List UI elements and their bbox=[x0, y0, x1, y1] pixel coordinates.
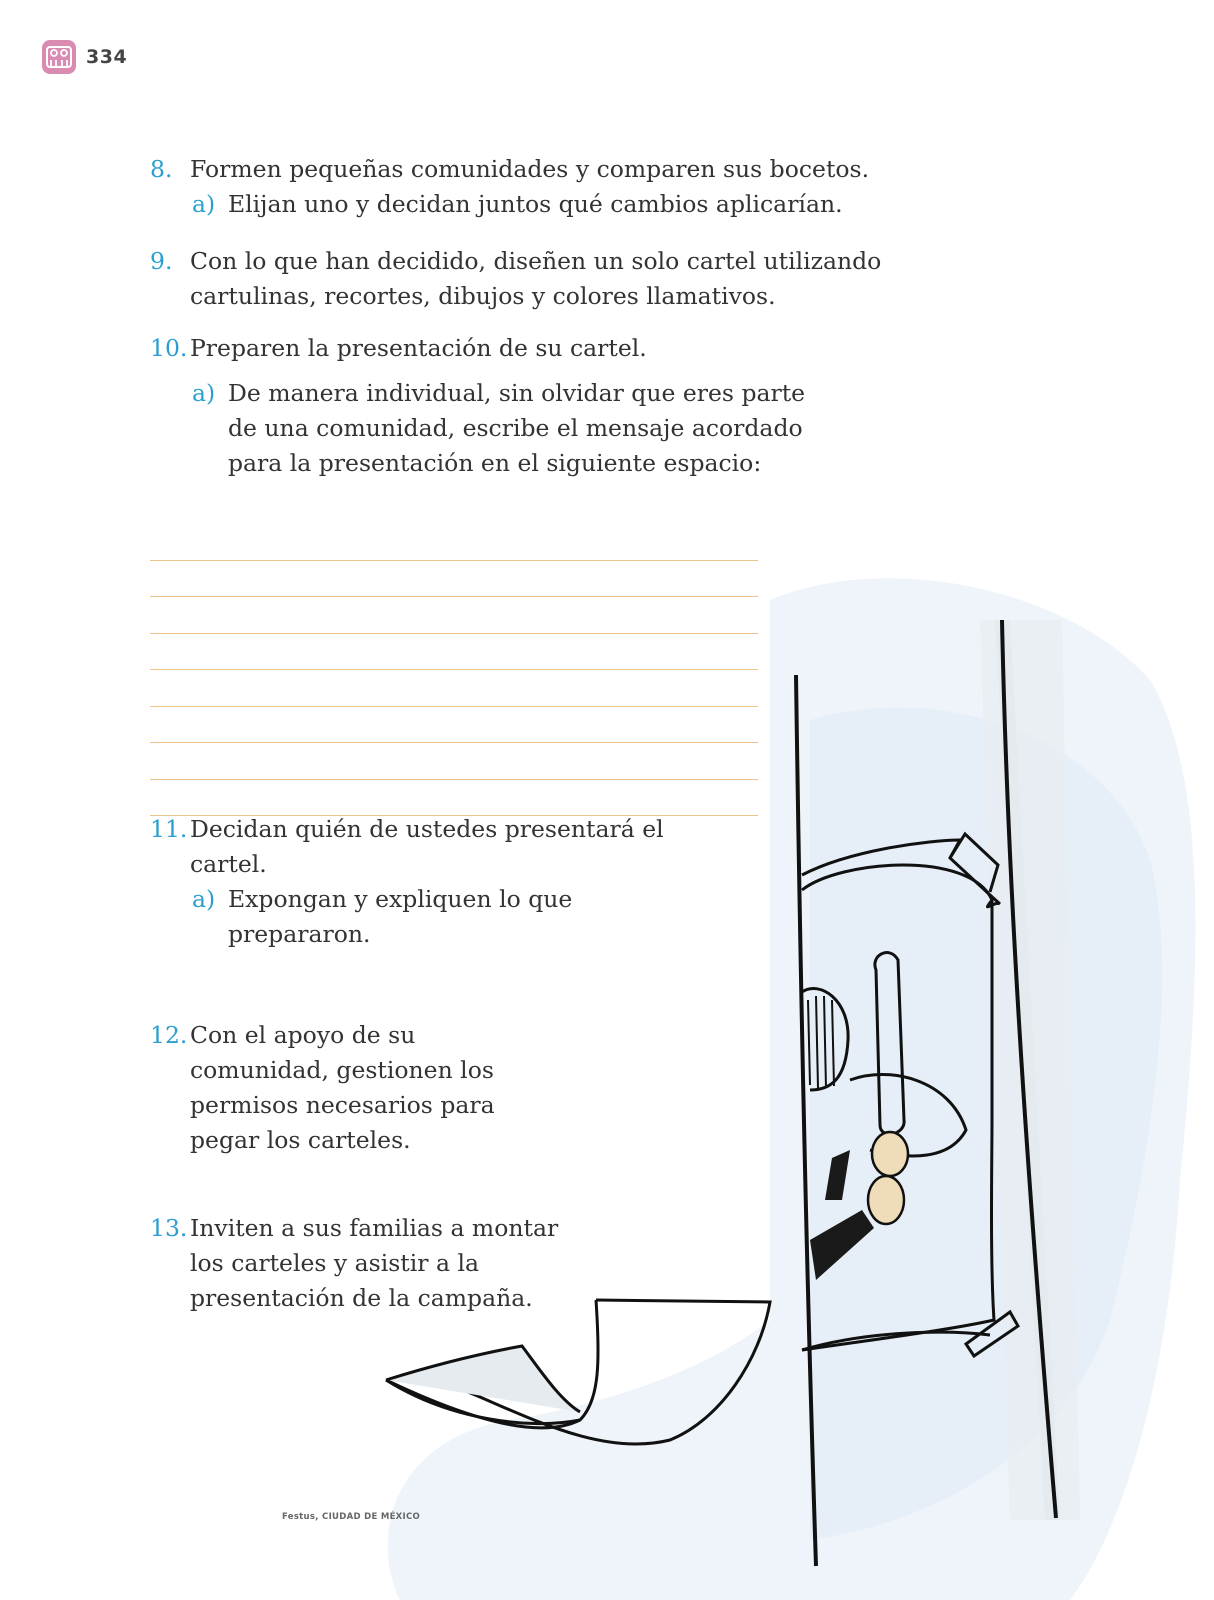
item-number: 8. bbox=[150, 155, 173, 183]
sub-item-letter: a) bbox=[192, 885, 216, 913]
writing-line[interactable] bbox=[150, 561, 758, 598]
writing-line[interactable] bbox=[150, 743, 758, 780]
item-number: 11. bbox=[150, 815, 188, 843]
writing-line[interactable] bbox=[150, 524, 758, 561]
item-number: 12. bbox=[150, 1021, 188, 1049]
illustration-credit: Festus, CIUDAD DE MÉXICO bbox=[282, 1512, 421, 1522]
sub-item-letter: a) bbox=[192, 190, 216, 218]
sub-item-text: Expongan y expliquen lo que prepararon. bbox=[228, 885, 573, 948]
page-number: 334 bbox=[86, 46, 128, 68]
list-item-12 bbox=[150, 1018, 515, 1158]
page-header bbox=[42, 40, 127, 74]
list-item-8 bbox=[150, 152, 910, 222]
writing-lines[interactable] bbox=[150, 524, 758, 816]
writing-line[interactable] bbox=[150, 780, 758, 817]
sub-item-a bbox=[190, 376, 830, 481]
item-text: Inviten a sus familias a montar los carteles y asistir a la presentación de la campaña. bbox=[190, 1214, 559, 1312]
item-number: 9. bbox=[150, 247, 173, 275]
item-number: 13. bbox=[150, 1214, 188, 1242]
list-item-10 bbox=[150, 331, 830, 481]
sub-item-text: De manera individual, sin olvidar que eres parte de una comunidad, escribe el mensaje acordado para la presentación en el siguiente espacio: bbox=[228, 379, 806, 477]
sub-item-letter: a) bbox=[192, 379, 216, 407]
item-text: Con lo que han decidido, diseñen un solo cartel utilizando cartulinas, recortes, dibujos y colores llamativos. bbox=[190, 247, 882, 310]
list-item-11 bbox=[150, 812, 665, 952]
sub-item-a bbox=[190, 882, 665, 952]
sub-item-a bbox=[190, 187, 910, 222]
item-text: Preparen la presentación de su cartel. bbox=[190, 334, 647, 362]
item-number: 10. bbox=[150, 334, 188, 362]
aztec-glyph-icon bbox=[42, 40, 76, 74]
writing-line[interactable] bbox=[150, 707, 758, 744]
item-text: Decidan quién de ustedes presentará el cartel. bbox=[190, 815, 664, 878]
writing-line[interactable] bbox=[150, 597, 758, 634]
writing-line[interactable] bbox=[150, 634, 758, 671]
list-item-9 bbox=[150, 244, 910, 314]
writing-line[interactable] bbox=[150, 670, 758, 707]
list-item-13 bbox=[150, 1211, 585, 1316]
item-text: Formen pequeñas comunidades y comparen sus bocetos. bbox=[190, 155, 870, 183]
item-text: Con el apoyo de su comunidad, gestionen los permisos necesarios para pegar los carteles. bbox=[190, 1021, 495, 1154]
sub-item-text: Elijan uno y decidan juntos qué cambios aplicarían. bbox=[228, 190, 843, 218]
